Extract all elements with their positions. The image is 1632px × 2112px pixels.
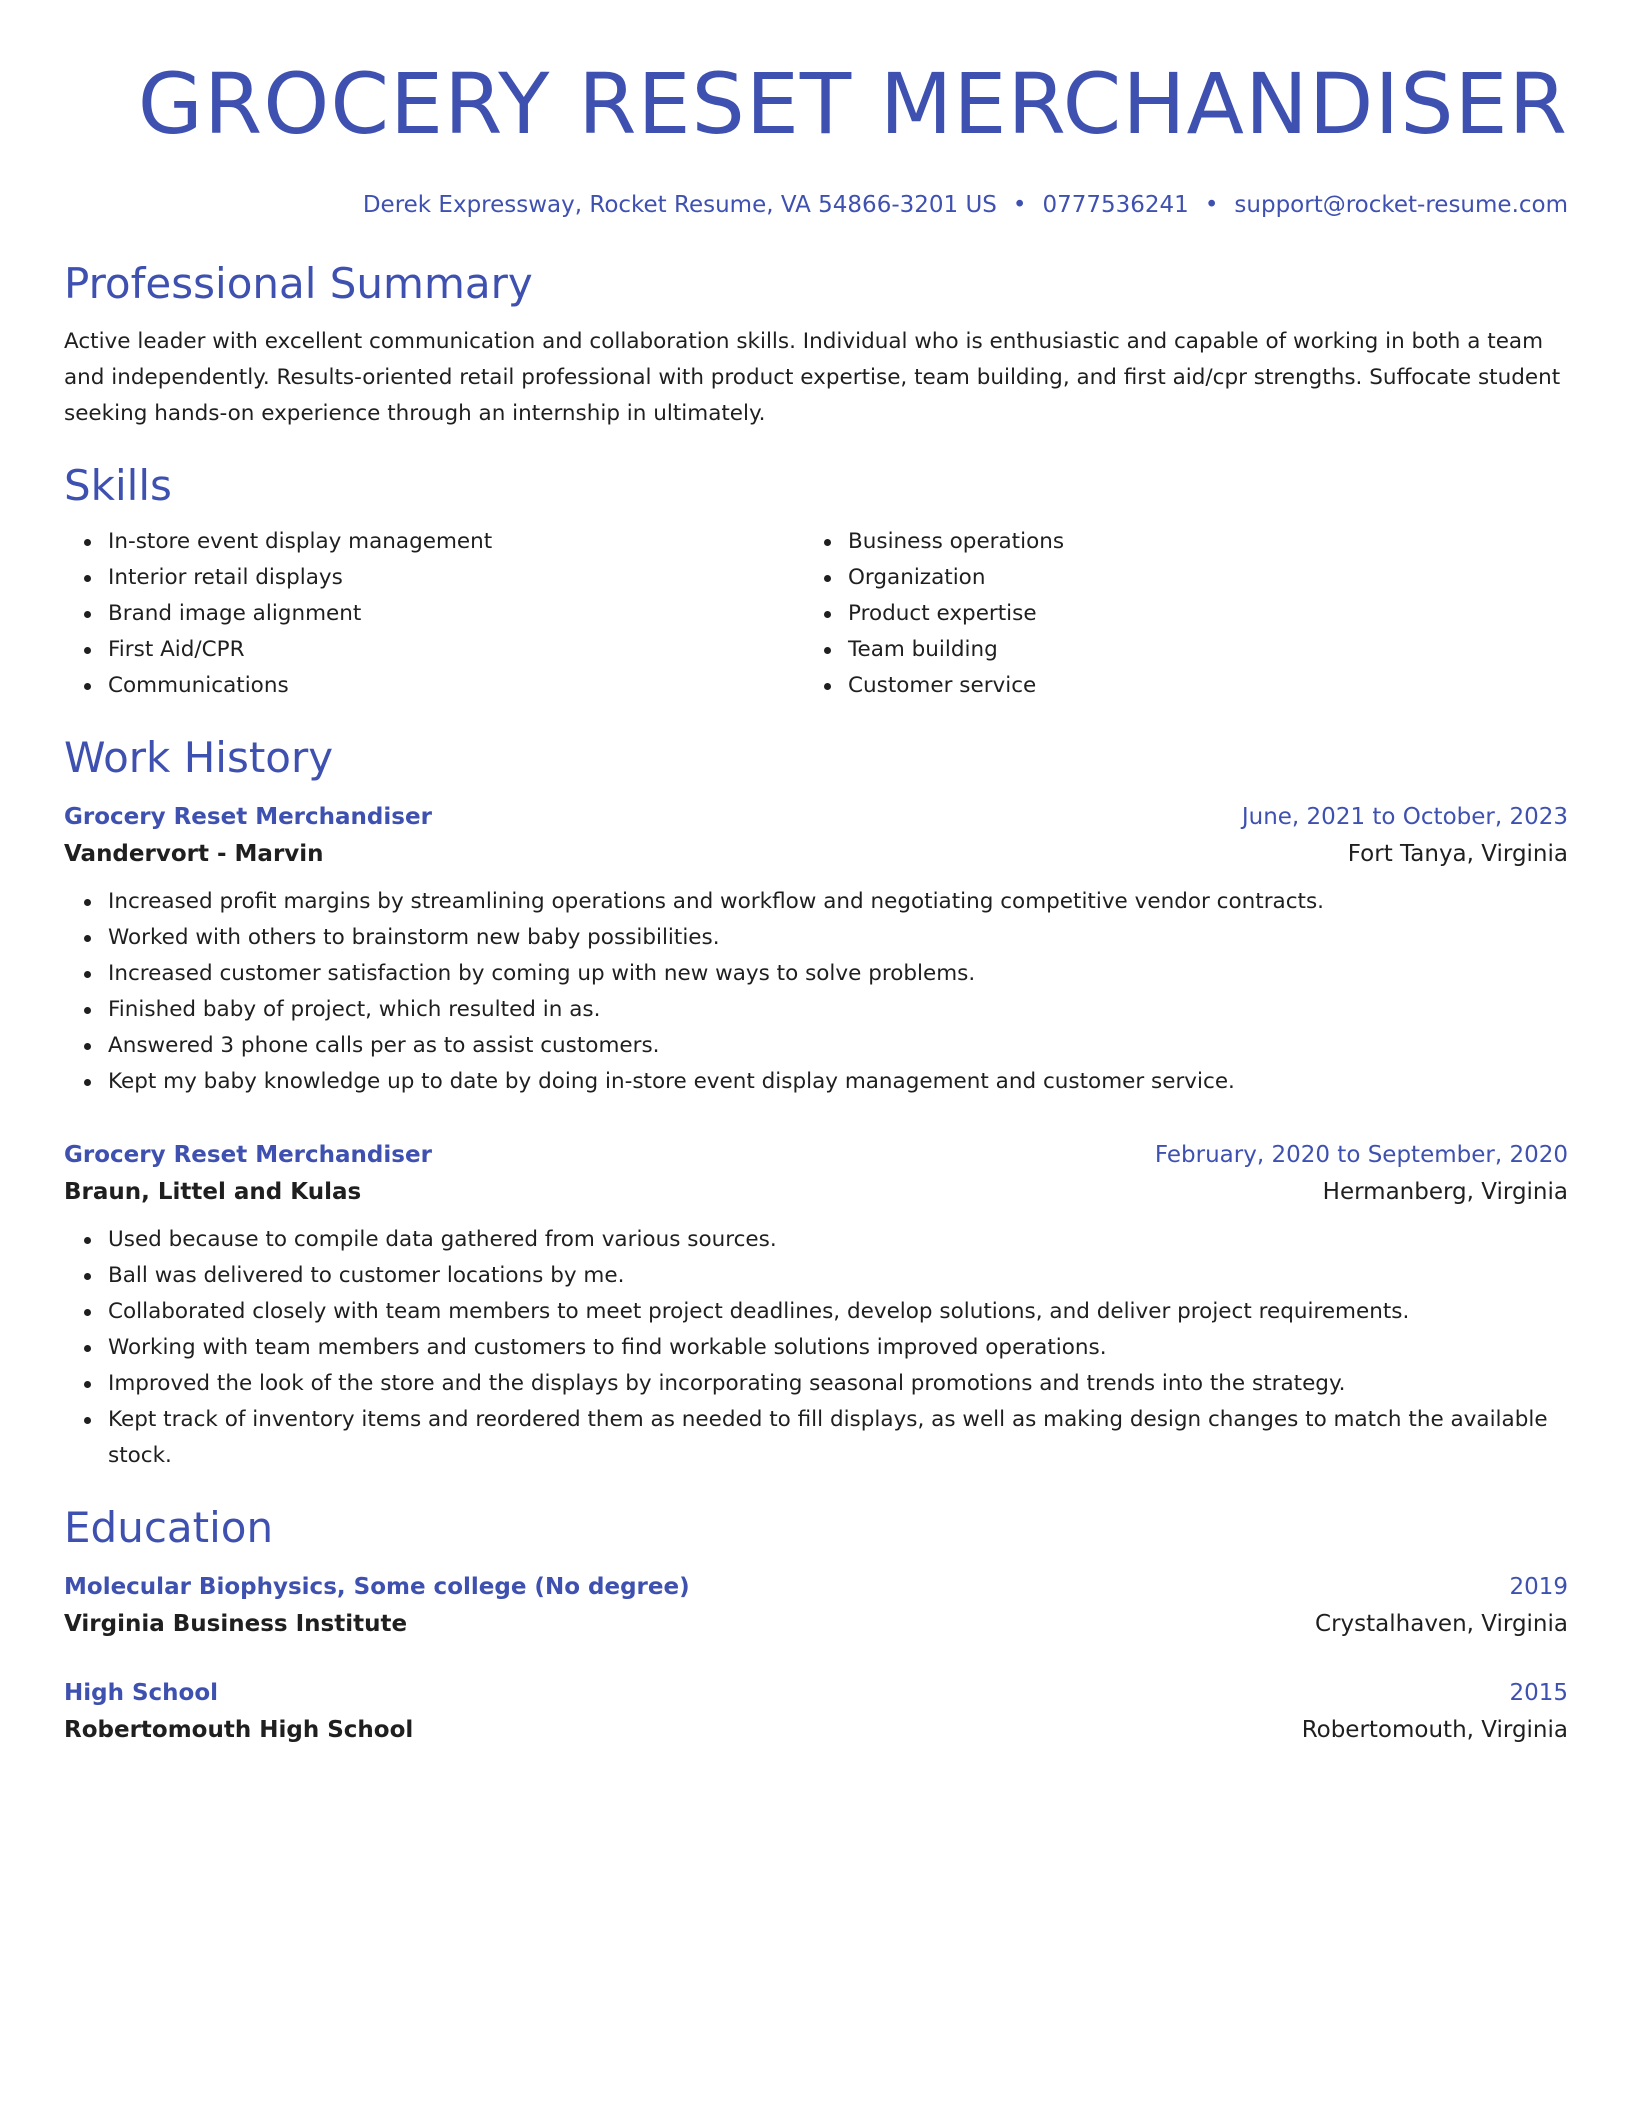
contact-email[interactable]: support@rocket-resume.com [1234, 192, 1568, 218]
job-header-row [64, 800, 1568, 834]
professional-summary-section [64, 258, 1568, 432]
skill-item: Product expertise [848, 596, 1544, 632]
job-title: Grocery Reset Merchandiser [64, 804, 432, 830]
job-header-row [64, 1138, 1568, 1172]
skill-item: Interior retail displays [108, 560, 804, 596]
job-employer-row [64, 834, 1568, 874]
job-bullet: Kept my baby knowledge up to date by doing in-store event display management and customer service. [108, 1064, 1568, 1100]
contact-address: Derek Expressway, Rocket Resume, VA 54866-3201 US [362, 192, 997, 218]
summary-text: Active leader with excellent communication and collaboration skills. Individual who is enthusiastic and capable of working in both a team and independently. Results-oriented retail professional with product expertise, team building, and first aid/cpr strengths. Suffocate student seeking hands-on experience through an internship in ultimately. [64, 329, 1561, 426]
education-entry [64, 1676, 1568, 1750]
education-degree: Molecular Biophysics, Some college (No degree) [64, 1574, 690, 1600]
section-heading-education: Education [64, 1503, 274, 1552]
skill-item: Customer service [848, 668, 1544, 704]
skill-item: Communications [108, 668, 804, 704]
job-entry [64, 800, 1568, 1100]
job-bullet: Used because to compile data gathered from various sources. [108, 1222, 1568, 1258]
job-dates: June, 2021 to October, 2023 [1241, 804, 1568, 830]
job-employer: Braun, Littel and Kulas [64, 1179, 362, 1205]
education-entry [64, 1570, 1568, 1644]
education-degree: High School [64, 1680, 219, 1706]
skill-item: Organization [848, 560, 1544, 596]
skill-item: Team building [848, 632, 1544, 668]
job-bullet: Worked with others to brainstorm new baby possibilities. [108, 920, 1568, 956]
education-location: Robertomouth, Virginia [1301, 1717, 1568, 1743]
section-heading-skills: Skills [64, 461, 172, 510]
job-bullet: Improved the look of the store and the displays by incorporating seasonal promotions and trends into the strategy. [108, 1366, 1568, 1402]
contact-separator: • [1204, 192, 1219, 218]
job-bullet: Answered 3 phone calls per as to assist customers. [108, 1028, 1568, 1064]
skills-list-left [64, 524, 804, 704]
work-history-section [64, 732, 1568, 1474]
skill-item: First Aid/CPR [108, 632, 804, 668]
resume-name-title: GROCERY RESET MERCHANDISER [137, 55, 1568, 153]
skills-grid [64, 524, 1568, 704]
job-bullet: Ball was delivered to customer locations by me. [108, 1258, 1568, 1294]
education-school: Robertomouth High School [64, 1717, 414, 1743]
job-location: Hermanberg, Virginia [1322, 1179, 1568, 1205]
skills-column-right [804, 524, 1544, 704]
job-dates: February, 2020 to September, 2020 [1154, 1142, 1568, 1168]
contact-phone: 0777536241 [1042, 192, 1189, 218]
skills-list-right [804, 524, 1544, 704]
education-school-row [64, 1604, 1568, 1644]
skill-item: Brand image alignment [108, 596, 804, 632]
skill-item: In-store event display management [108, 524, 804, 560]
job-bullet: Increased profit margins by streamlining operations and workflow and negotiating competitive vendor contracts. [108, 884, 1568, 920]
skills-column-left [64, 524, 804, 704]
education-school: Virginia Business Institute [64, 1611, 408, 1637]
job-bullet: Finished baby of project, which resulted in as. [108, 992, 1568, 1028]
job-bullet-list [64, 884, 1568, 1100]
education-section [64, 1502, 1568, 1750]
job-employer-row [64, 1172, 1568, 1212]
education-header-row [64, 1676, 1568, 1710]
job-title: Grocery Reset Merchandiser [64, 1142, 432, 1168]
job-bullet: Collaborated closely with team members to meet project deadlines, develop solutions, and deliver project requirements. [108, 1294, 1568, 1330]
job-bullet-list [64, 1222, 1568, 1474]
education-school-row [64, 1710, 1568, 1750]
job-entry [64, 1138, 1568, 1474]
section-heading-summary: Professional Summary [64, 259, 533, 308]
contact-line [64, 190, 1568, 220]
education-year: 2015 [1509, 1680, 1568, 1706]
job-bullet: Kept track of inventory items and reordered them as needed to fill displays, as well as making design changes to match the available stock. [108, 1402, 1568, 1474]
education-header-row [64, 1570, 1568, 1604]
job-location: Fort Tanya, Virginia [1347, 841, 1568, 867]
education-location: Crystalhaven, Virginia [1315, 1611, 1568, 1637]
job-bullet: Increased customer satisfaction by coming up with new ways to solve problems. [108, 956, 1568, 992]
education-year: 2019 [1509, 1574, 1568, 1600]
job-bullet: Working with team members and customers to find workable solutions improved operations. [108, 1330, 1568, 1366]
job-employer: Vandervort - Marvin [64, 841, 324, 867]
skill-item: Business operations [848, 524, 1544, 560]
section-heading-work: Work History [64, 733, 334, 782]
skills-section [64, 460, 1568, 704]
contact-separator: • [1012, 192, 1027, 218]
